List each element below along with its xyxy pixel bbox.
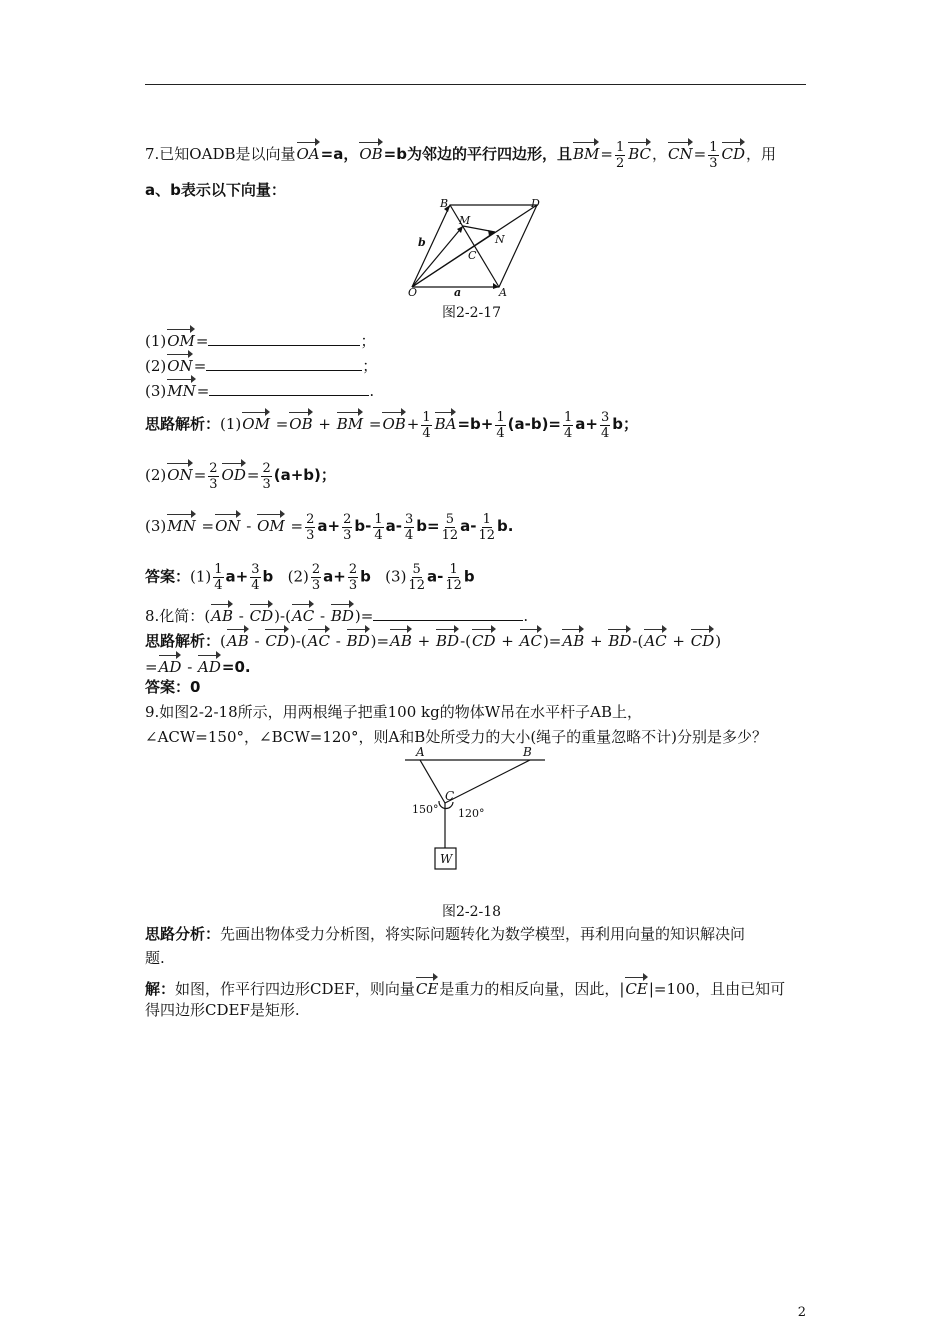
q7-line1: 7.已知OADB是以向量OA=a，OB=b为邻边的平行四边形，且BM= $\frac{1}{2}$ BC，CN= $\frac{1}{3}$ CD，用 bbox=[145, 139, 777, 171]
label-b: b bbox=[418, 236, 426, 249]
q8-line: 8.化简：(AB - CD)-(AC - BD)= . bbox=[145, 600, 528, 626]
label-O: O bbox=[408, 286, 418, 297]
label-A: A bbox=[499, 286, 507, 297]
q7-line2: a、b表示以下向量： bbox=[145, 181, 286, 199]
header-rule bbox=[145, 84, 806, 85]
solution-line1: 解：如图，作平行四边形CDEF，则向量CE是重力的相反向量，因此，|CE|=100，且由已知可 bbox=[145, 973, 785, 999]
sol7-line3: (3)MN =ON - OM = $\frac{2}{3}$ a+ $\frac{2}{3}$ b- $\frac{1}{4}$ a- $\frac{3}{4}$ b= $\frac{5}{12}$ a- $\frac{1}{12}$ b. bbox=[145, 511, 514, 543]
ans7: 答案：(1) $\frac{1}{4}$ a+ $\frac{3}{4}$ b (2) $\frac{2}{3}$ a+ $\frac{2}{3}$ b (3) $\frac{5}{12}$ a- $\frac{1}{12}$ b bbox=[145, 562, 475, 593]
label-N: N bbox=[495, 233, 505, 246]
label-M: M bbox=[459, 214, 471, 227]
label-B: B bbox=[440, 197, 449, 210]
label-150: 150° bbox=[412, 803, 439, 816]
sol8-line1: 思路解析：(AB - CD)-(AC - BD)=AB + BD-(CD + AC)=AB + BD-(AC + CD) bbox=[145, 625, 721, 651]
analysis-line2: 题. bbox=[145, 949, 165, 967]
q7-item2: (2)ON= ； bbox=[145, 350, 377, 376]
label-A: A bbox=[416, 745, 425, 759]
page-number: 2 bbox=[797, 1305, 806, 1320]
label-C: C bbox=[468, 249, 477, 262]
label-120: 120° bbox=[458, 807, 485, 820]
q7-item3: (3)MN= . bbox=[145, 375, 374, 401]
fig-caption-18: 图2-2-18 bbox=[442, 904, 502, 920]
figure-2-2-18 bbox=[400, 743, 550, 878]
ans8: 答案：0 bbox=[145, 678, 201, 696]
label-C: C bbox=[445, 789, 455, 803]
solution-line2: 得四边形CDEF是矩形. bbox=[145, 1001, 300, 1019]
label-B: B bbox=[523, 745, 532, 759]
rope-BC bbox=[445, 760, 530, 803]
rope-AC bbox=[420, 760, 445, 803]
fig-caption-17: 图2-2-17 bbox=[442, 305, 502, 321]
label-W: W bbox=[440, 852, 453, 866]
q9-line2: ∠ACW=150°，∠BCW=120°，则A和B处所受力的大小(绳子的重量忽略不计)分别是多少？ bbox=[145, 728, 768, 746]
sol8-line2: =AD - AD=0. bbox=[145, 651, 251, 677]
sol7-line1: 思路解析：(1)OM =OB + BM =OB+ $\frac{1}{4}$ BA=b+ $\frac{1}{4}$ (a-b)= $\frac{1}{4}$ a+ $\frac{3}{4}$ b； bbox=[145, 409, 639, 441]
label-a: a bbox=[454, 286, 462, 297]
figure-2-2-17 bbox=[400, 195, 550, 297]
q7-item1: (1)OM= ； bbox=[145, 325, 376, 351]
analysis-line1: 思路分析：先画出物体受力分析图，将实际问题转化为数学模型，再利用向量的知识解决问 bbox=[145, 925, 746, 943]
label-D: D bbox=[531, 197, 540, 210]
sol7-line2: (2)ON= $\frac{2}{3}$ OD= $\frac{2}{3}$ (a+b)； bbox=[145, 460, 336, 492]
q9-line1: 9.如图2-2-18所示，用两根绳子把重100 kg的物体W吊在水平杆子AB上， bbox=[145, 703, 642, 721]
